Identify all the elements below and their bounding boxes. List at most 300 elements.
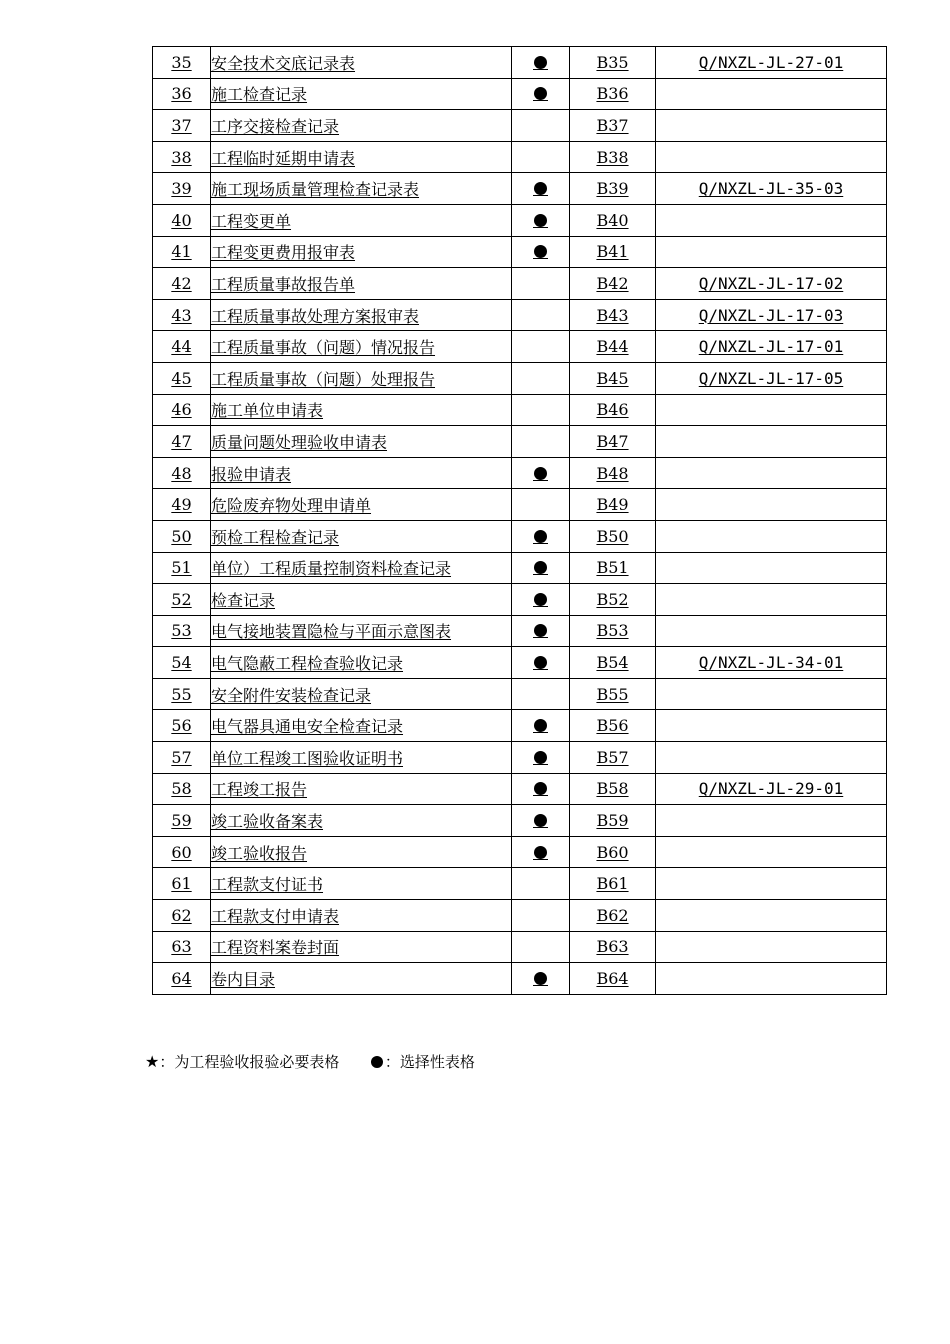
row-number-cell bbox=[153, 963, 211, 995]
table-row bbox=[153, 204, 887, 236]
form-code-cell bbox=[570, 394, 656, 426]
standard-number-cell bbox=[656, 773, 887, 805]
row-number[interactable]: 49 bbox=[171, 495, 192, 515]
form-name[interactable]: 工程款支付证书 bbox=[211, 875, 324, 895]
form-code-cell bbox=[570, 141, 656, 173]
form-name[interactable]: 工程临时延期申请表 bbox=[211, 148, 356, 168]
form-code-cell bbox=[570, 584, 656, 616]
standard-number-cell bbox=[656, 931, 887, 963]
form-code[interactable]: B35 bbox=[596, 52, 629, 72]
table-row bbox=[153, 552, 887, 584]
form-name[interactable]: 预检工程检查记录 bbox=[211, 527, 340, 547]
table-row bbox=[153, 742, 887, 774]
row-number[interactable]: 63 bbox=[171, 937, 192, 957]
form-code-cell bbox=[570, 457, 656, 489]
row-number-cell bbox=[153, 426, 211, 458]
form-name-cell bbox=[211, 141, 512, 173]
table-row bbox=[153, 931, 887, 963]
form-code-cell bbox=[570, 868, 656, 900]
row-number-cell bbox=[153, 268, 211, 300]
optional-mark-cell bbox=[512, 742, 570, 774]
form-name-cell bbox=[211, 520, 512, 552]
form-name[interactable]: 工程变更单 bbox=[211, 211, 292, 231]
standard-number[interactable]: Q/NXZL-JL-27-01 bbox=[698, 52, 844, 72]
form-name-cell bbox=[211, 963, 512, 995]
form-code-cell bbox=[570, 110, 656, 142]
row-number[interactable]: 42 bbox=[171, 273, 192, 293]
form-name-cell bbox=[211, 552, 512, 584]
row-number[interactable]: 51 bbox=[171, 558, 192, 578]
optional-mark-cell bbox=[512, 362, 570, 394]
forms-table bbox=[152, 46, 887, 995]
table-row bbox=[153, 457, 887, 489]
form-code-cell bbox=[570, 963, 656, 995]
form-code[interactable]: B43 bbox=[596, 305, 629, 325]
row-number[interactable]: 52 bbox=[171, 589, 192, 609]
table-row bbox=[153, 489, 887, 521]
form-code[interactable]: B61 bbox=[596, 874, 629, 894]
row-number[interactable]: 57 bbox=[171, 747, 192, 767]
dot-icon bbox=[534, 182, 547, 195]
optional-mark bbox=[533, 845, 548, 860]
form-code[interactable]: B51 bbox=[596, 558, 629, 578]
table-row bbox=[153, 773, 887, 805]
form-code-cell bbox=[570, 299, 656, 331]
form-name-cell bbox=[211, 394, 512, 426]
form-code[interactable]: B49 bbox=[596, 495, 629, 515]
optional-mark-cell bbox=[512, 457, 570, 489]
table-row bbox=[153, 520, 887, 552]
form-name[interactable]: 检查记录 bbox=[211, 590, 276, 610]
row-number-cell bbox=[153, 47, 211, 79]
form-code-cell bbox=[570, 520, 656, 552]
form-code-cell bbox=[570, 836, 656, 868]
form-name[interactable]: 单位）工程质量控制资料检查记录 bbox=[211, 559, 452, 579]
form-name-cell bbox=[211, 615, 512, 647]
row-number-cell bbox=[153, 552, 211, 584]
table-row bbox=[153, 805, 887, 837]
optional-mark-cell bbox=[512, 78, 570, 110]
form-name[interactable]: 单位工程竣工图验收证明书 bbox=[211, 748, 404, 768]
optional-mark-cell bbox=[512, 647, 570, 679]
table-row bbox=[153, 362, 887, 394]
optional-mark-cell bbox=[512, 963, 570, 995]
form-code-cell bbox=[570, 47, 656, 79]
row-number[interactable]: 36 bbox=[171, 84, 192, 104]
standard-number-cell bbox=[656, 236, 887, 268]
row-number[interactable]: 58 bbox=[171, 779, 192, 799]
row-number[interactable]: 46 bbox=[171, 400, 192, 420]
form-name[interactable]: 工程竣工报告 bbox=[211, 780, 308, 800]
form-code[interactable]: B57 bbox=[596, 747, 629, 767]
row-number-cell bbox=[153, 900, 211, 932]
form-code[interactable]: B36 bbox=[596, 84, 629, 104]
standard-number-cell bbox=[656, 520, 887, 552]
row-number-cell bbox=[153, 584, 211, 616]
optional-mark bbox=[533, 86, 548, 101]
optional-mark-cell bbox=[512, 773, 570, 805]
optional-mark bbox=[533, 781, 548, 796]
form-name-cell bbox=[211, 47, 512, 79]
table-row bbox=[153, 615, 887, 647]
form-name-cell bbox=[211, 773, 512, 805]
row-number[interactable]: 61 bbox=[171, 874, 192, 894]
dot-icon bbox=[534, 719, 547, 732]
optional-mark-cell bbox=[512, 204, 570, 236]
form-code[interactable]: B40 bbox=[596, 210, 629, 230]
form-name-cell bbox=[211, 362, 512, 394]
row-number-cell bbox=[153, 110, 211, 142]
standard-number-cell bbox=[656, 615, 887, 647]
standard-number-cell bbox=[656, 47, 887, 79]
form-name-cell bbox=[211, 299, 512, 331]
optional-mark bbox=[533, 971, 548, 986]
form-code[interactable]: B48 bbox=[596, 463, 629, 483]
form-code[interactable]: B60 bbox=[596, 842, 629, 862]
standard-number[interactable]: Q/NXZL-JL-17-01 bbox=[698, 337, 844, 357]
form-code-cell bbox=[570, 805, 656, 837]
standard-number[interactable]: Q/NXZL-JL-34-01 bbox=[698, 653, 844, 673]
row-number[interactable]: 48 bbox=[171, 463, 192, 483]
row-number[interactable]: 59 bbox=[171, 811, 192, 831]
row-number-cell bbox=[153, 204, 211, 236]
dot-icon bbox=[534, 656, 547, 669]
row-number-cell bbox=[153, 78, 211, 110]
form-code[interactable]: B44 bbox=[596, 337, 629, 357]
optional-mark-cell bbox=[512, 110, 570, 142]
form-name-cell bbox=[211, 900, 512, 932]
dot-icon bbox=[534, 87, 547, 100]
form-code[interactable]: B46 bbox=[596, 400, 629, 420]
form-name[interactable]: 工程变更费用报审表 bbox=[211, 243, 356, 263]
standard-number[interactable]: Q/NXZL-JL-17-02 bbox=[698, 273, 844, 293]
optional-mark bbox=[533, 813, 548, 828]
optional-mark-cell bbox=[512, 710, 570, 742]
table-row bbox=[153, 900, 887, 932]
dot-icon bbox=[534, 561, 547, 574]
dot-icon bbox=[534, 56, 547, 69]
table-row bbox=[153, 678, 887, 710]
dot-icon bbox=[534, 624, 547, 637]
form-code-cell bbox=[570, 268, 656, 300]
optional-mark-cell bbox=[512, 426, 570, 458]
form-name[interactable]: 工程资料案卷封面 bbox=[211, 938, 340, 958]
row-number-cell bbox=[153, 299, 211, 331]
form-code-cell bbox=[570, 78, 656, 110]
form-name[interactable]: 电气接地装置隐检与平面示意图表 bbox=[211, 622, 452, 642]
table-row bbox=[153, 836, 887, 868]
form-code-cell bbox=[570, 742, 656, 774]
form-code[interactable]: B55 bbox=[596, 684, 629, 704]
form-name[interactable]: 质量问题处理验收申请表 bbox=[211, 432, 388, 452]
row-number[interactable]: 37 bbox=[171, 115, 192, 135]
dot-icon bbox=[534, 846, 547, 859]
table-row bbox=[153, 110, 887, 142]
star-icon: ★ bbox=[145, 1052, 160, 1071]
standard-number-cell bbox=[656, 868, 887, 900]
row-number[interactable]: 55 bbox=[171, 684, 192, 704]
standard-number-cell bbox=[656, 78, 887, 110]
row-number[interactable]: 64 bbox=[171, 969, 192, 989]
optional-mark-cell bbox=[512, 173, 570, 205]
row-number-cell bbox=[153, 868, 211, 900]
form-code[interactable]: B56 bbox=[596, 716, 629, 736]
row-number-cell bbox=[153, 236, 211, 268]
form-name[interactable]: 工程款支付申请表 bbox=[211, 906, 340, 926]
dot-icon bbox=[534, 782, 547, 795]
form-code[interactable]: B59 bbox=[596, 811, 629, 831]
row-number[interactable]: 35 bbox=[171, 52, 192, 72]
form-name[interactable]: 竣工验收报告 bbox=[211, 843, 308, 863]
optional-mark-cell bbox=[512, 678, 570, 710]
form-name[interactable]: 工程质量事故（问题）情况报告 bbox=[211, 338, 436, 358]
optional-mark-cell bbox=[512, 615, 570, 647]
form-name-cell bbox=[211, 78, 512, 110]
form-name-cell bbox=[211, 331, 512, 363]
standard-number-cell bbox=[656, 394, 887, 426]
row-number[interactable]: 62 bbox=[171, 905, 192, 925]
form-name-cell bbox=[211, 805, 512, 837]
row-number[interactable]: 45 bbox=[171, 368, 192, 388]
row-number[interactable]: 60 bbox=[171, 842, 192, 862]
form-name-cell bbox=[211, 742, 512, 774]
form-name[interactable]: 工程质量事故（问题）处理报告 bbox=[211, 369, 436, 389]
form-name-cell bbox=[211, 584, 512, 616]
row-number-cell bbox=[153, 457, 211, 489]
row-number[interactable]: 56 bbox=[171, 716, 192, 736]
dot-icon bbox=[371, 1056, 383, 1068]
row-number[interactable]: 40 bbox=[171, 210, 192, 230]
form-name[interactable]: 施工检查记录 bbox=[211, 85, 308, 105]
form-name-cell bbox=[211, 931, 512, 963]
row-number-cell bbox=[153, 615, 211, 647]
dot-icon bbox=[534, 214, 547, 227]
form-code[interactable]: B47 bbox=[596, 431, 629, 451]
standard-number-cell bbox=[656, 552, 887, 584]
dot-icon bbox=[534, 467, 547, 480]
form-code[interactable]: B62 bbox=[596, 905, 629, 925]
standard-number-cell bbox=[656, 805, 887, 837]
standard-number-cell bbox=[656, 331, 887, 363]
table-row bbox=[153, 963, 887, 995]
standard-number-cell bbox=[656, 900, 887, 932]
row-number[interactable]: 41 bbox=[171, 242, 192, 262]
form-name-cell bbox=[211, 710, 512, 742]
form-code[interactable]: B38 bbox=[596, 147, 629, 167]
standard-number-cell bbox=[656, 963, 887, 995]
standard-number-cell bbox=[656, 173, 887, 205]
row-number-cell bbox=[153, 520, 211, 552]
standard-number-cell bbox=[656, 299, 887, 331]
dot-icon bbox=[534, 751, 547, 764]
optional-mark-cell bbox=[512, 141, 570, 173]
optional-mark bbox=[533, 529, 548, 544]
form-code[interactable]: B37 bbox=[596, 115, 629, 135]
standard-number-cell bbox=[656, 742, 887, 774]
legend-star-text: ：为工程验收报验必要表格 bbox=[159, 1053, 340, 1071]
form-name-cell bbox=[211, 489, 512, 521]
form-code-cell bbox=[570, 552, 656, 584]
form-name[interactable]: 安全技术交底记录表 bbox=[211, 53, 356, 73]
form-name[interactable]: 危险废弃物处理申请单 bbox=[211, 496, 372, 516]
row-number[interactable]: 53 bbox=[171, 621, 192, 641]
row-number-cell bbox=[153, 678, 211, 710]
form-code[interactable]: B64 bbox=[596, 969, 629, 989]
form-name-cell bbox=[211, 110, 512, 142]
standard-number-cell bbox=[656, 710, 887, 742]
form-code[interactable]: B63 bbox=[596, 937, 629, 957]
optional-mark-cell bbox=[512, 489, 570, 521]
row-number-cell bbox=[153, 805, 211, 837]
standard-number[interactable]: Q/NXZL-JL-17-03 bbox=[698, 305, 844, 325]
standard-number-cell bbox=[656, 268, 887, 300]
row-number[interactable]: 43 bbox=[171, 305, 192, 325]
standard-number-cell bbox=[656, 584, 887, 616]
row-number[interactable]: 38 bbox=[171, 147, 192, 167]
optional-mark-cell bbox=[512, 931, 570, 963]
form-name-cell bbox=[211, 173, 512, 205]
dot-icon bbox=[534, 972, 547, 985]
table-row bbox=[153, 647, 887, 679]
form-code-cell bbox=[570, 173, 656, 205]
form-name[interactable]: 电气隐蔽工程检查验收记录 bbox=[211, 654, 404, 674]
row-number[interactable]: 50 bbox=[171, 526, 192, 546]
legend-dot-text: ：选择性表格 bbox=[384, 1053, 475, 1071]
form-name-cell bbox=[211, 268, 512, 300]
optional-mark bbox=[533, 623, 548, 638]
optional-mark-cell bbox=[512, 268, 570, 300]
row-number-cell bbox=[153, 141, 211, 173]
row-number-cell bbox=[153, 742, 211, 774]
optional-mark-cell bbox=[512, 805, 570, 837]
form-code-cell bbox=[570, 678, 656, 710]
form-name[interactable]: 工序交接检查记录 bbox=[211, 116, 340, 136]
optional-mark-cell bbox=[512, 900, 570, 932]
row-number-cell bbox=[153, 362, 211, 394]
form-name-cell bbox=[211, 647, 512, 679]
form-code[interactable]: B45 bbox=[596, 368, 629, 388]
optional-mark-cell bbox=[512, 552, 570, 584]
form-name[interactable]: 安全附件安装检查记录 bbox=[211, 685, 372, 705]
optional-mark bbox=[533, 592, 548, 607]
row-number-cell bbox=[153, 710, 211, 742]
form-name[interactable]: 卷内目录 bbox=[211, 970, 276, 990]
optional-mark-cell bbox=[512, 584, 570, 616]
form-name[interactable]: 报验申请表 bbox=[211, 464, 292, 484]
optional-mark-cell bbox=[512, 47, 570, 79]
standard-number-cell bbox=[656, 836, 887, 868]
form-code[interactable]: B42 bbox=[596, 273, 629, 293]
form-name[interactable]: 竣工验收备案表 bbox=[211, 812, 324, 832]
form-name[interactable]: 工程质量事故处理方案报审表 bbox=[211, 306, 420, 326]
form-name[interactable]: 施工现场质量管理检查记录表 bbox=[211, 180, 420, 200]
optional-mark-cell bbox=[512, 836, 570, 868]
table-row bbox=[153, 173, 887, 205]
form-code[interactable]: B39 bbox=[596, 179, 629, 199]
standard-number-cell bbox=[656, 204, 887, 236]
form-code[interactable]: B52 bbox=[596, 589, 629, 609]
form-code-cell bbox=[570, 710, 656, 742]
table-row bbox=[153, 331, 887, 363]
form-code-cell bbox=[570, 615, 656, 647]
standard-number[interactable]: Q/NXZL-JL-17-05 bbox=[698, 368, 844, 388]
optional-mark bbox=[533, 213, 548, 228]
dot-icon bbox=[534, 530, 547, 543]
form-code-cell bbox=[570, 204, 656, 236]
form-name-cell bbox=[211, 457, 512, 489]
optional-mark bbox=[533, 466, 548, 481]
row-number-cell bbox=[153, 394, 211, 426]
optional-mark-cell bbox=[512, 394, 570, 426]
standard-number-cell bbox=[656, 647, 887, 679]
form-code-cell bbox=[570, 647, 656, 679]
form-name-cell bbox=[211, 236, 512, 268]
table-row bbox=[153, 236, 887, 268]
table-row bbox=[153, 141, 887, 173]
optional-mark-cell bbox=[512, 236, 570, 268]
row-number-cell bbox=[153, 931, 211, 963]
row-number[interactable]: 39 bbox=[171, 179, 192, 199]
row-number[interactable]: 47 bbox=[171, 431, 192, 451]
form-code[interactable]: B41 bbox=[596, 242, 629, 262]
form-name[interactable]: 施工单位申请表 bbox=[211, 401, 324, 421]
optional-mark-cell bbox=[512, 331, 570, 363]
row-number-cell bbox=[153, 836, 211, 868]
table-row bbox=[153, 268, 887, 300]
row-number-cell bbox=[153, 489, 211, 521]
forms-table-body bbox=[153, 47, 887, 995]
row-number[interactable]: 54 bbox=[171, 653, 192, 673]
standard-number[interactable]: Q/NXZL-JL-35-03 bbox=[698, 179, 844, 199]
form-code[interactable]: B54 bbox=[596, 653, 629, 673]
row-number-cell bbox=[153, 773, 211, 805]
form-code-cell bbox=[570, 426, 656, 458]
form-code-cell bbox=[570, 900, 656, 932]
standard-number[interactable]: Q/NXZL-JL-29-01 bbox=[698, 779, 844, 799]
form-name-cell bbox=[211, 678, 512, 710]
legend bbox=[145, 1051, 475, 1072]
standard-number-cell bbox=[656, 426, 887, 458]
form-name-cell bbox=[211, 836, 512, 868]
standard-number-cell bbox=[656, 678, 887, 710]
standard-number-cell bbox=[656, 362, 887, 394]
form-code[interactable]: B53 bbox=[596, 621, 629, 641]
dot-icon bbox=[534, 593, 547, 606]
form-code-cell bbox=[570, 331, 656, 363]
dot-icon bbox=[534, 814, 547, 827]
row-number-cell bbox=[153, 647, 211, 679]
row-number[interactable]: 44 bbox=[171, 337, 192, 357]
form-code[interactable]: B50 bbox=[596, 526, 629, 546]
form-code-cell bbox=[570, 773, 656, 805]
table-row bbox=[153, 78, 887, 110]
form-code-cell bbox=[570, 931, 656, 963]
table-row bbox=[153, 710, 887, 742]
form-code[interactable]: B58 bbox=[596, 779, 629, 799]
form-name-cell bbox=[211, 204, 512, 236]
dot-icon bbox=[534, 245, 547, 258]
table-row bbox=[153, 299, 887, 331]
row-number-cell bbox=[153, 173, 211, 205]
optional-mark bbox=[533, 560, 548, 575]
standard-number-cell bbox=[656, 457, 887, 489]
form-code-cell bbox=[570, 362, 656, 394]
form-name[interactable]: 工程质量事故报告单 bbox=[211, 274, 356, 294]
table-row bbox=[153, 584, 887, 616]
standard-number-cell bbox=[656, 141, 887, 173]
form-code-cell bbox=[570, 236, 656, 268]
form-name[interactable]: 电气器具通电安全检查记录 bbox=[211, 717, 404, 737]
